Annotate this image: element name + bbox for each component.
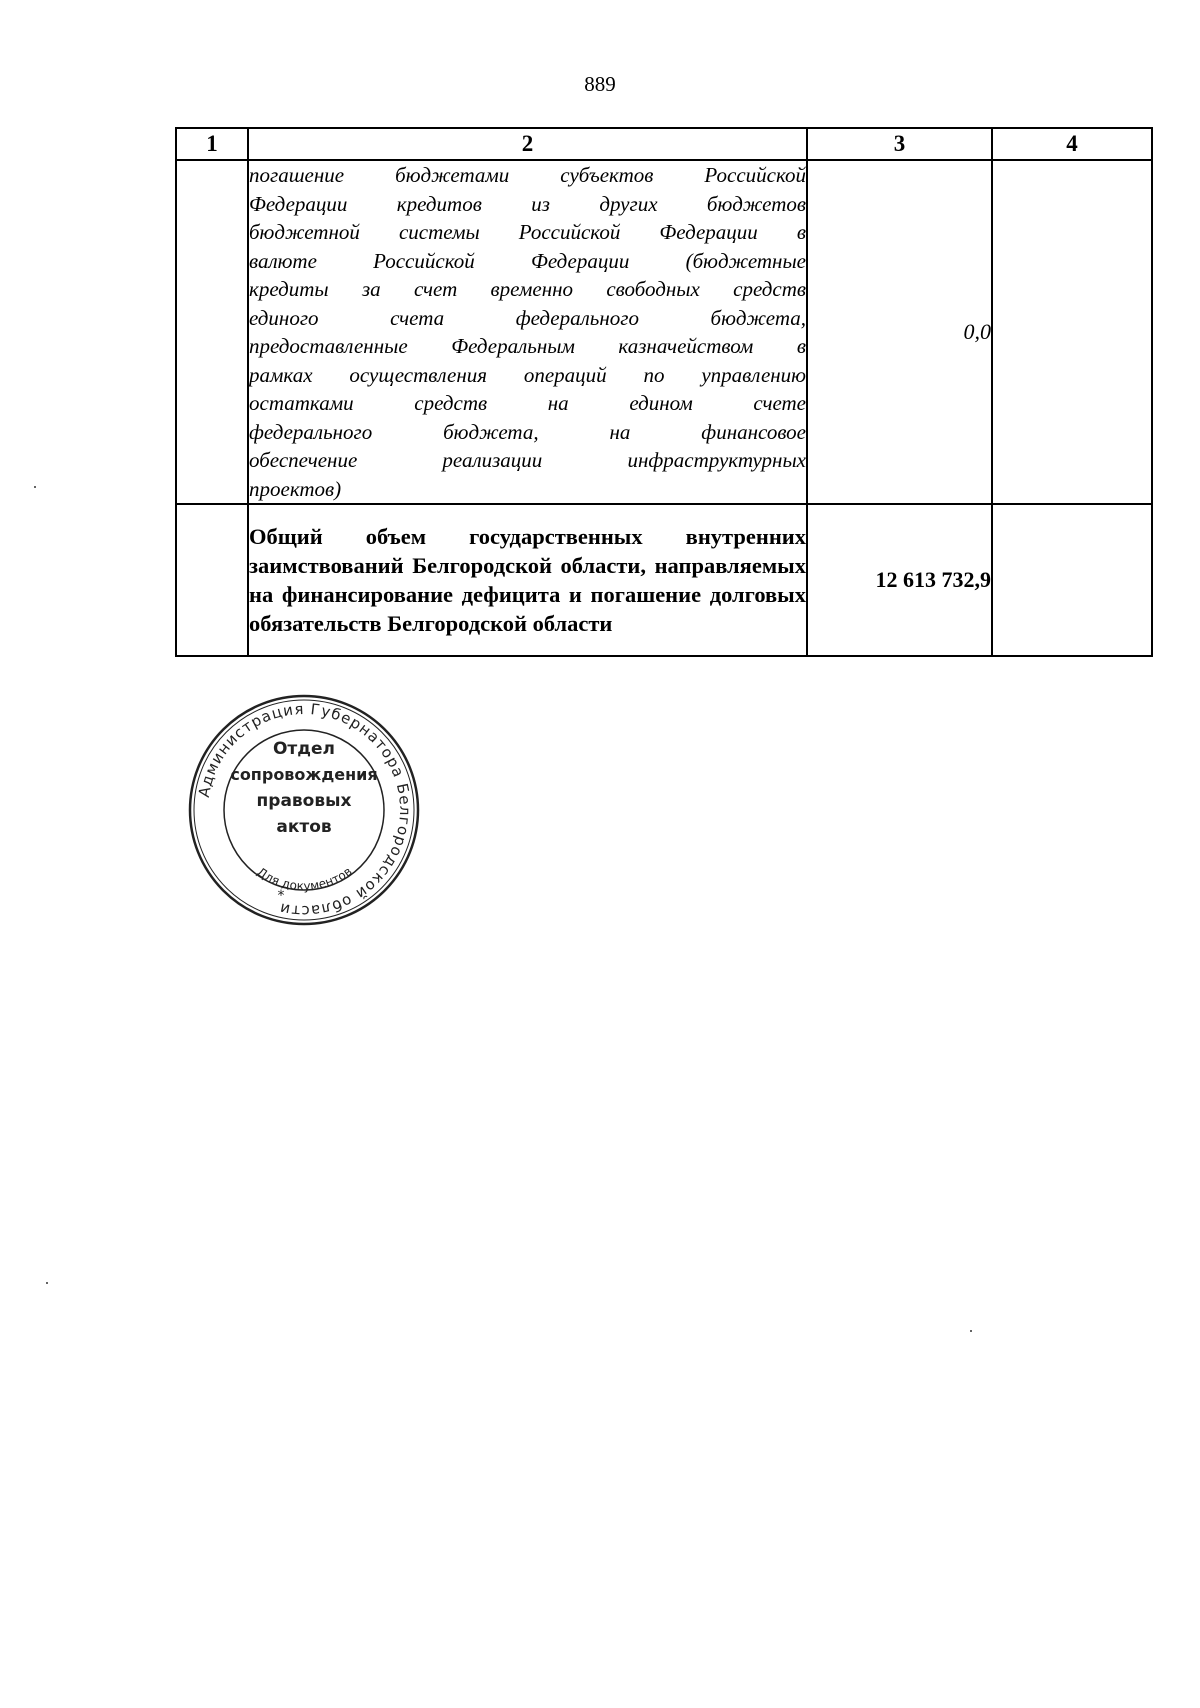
stamp-ring-text: Администрация Губернатора Белгородской области: [194, 699, 415, 921]
stamp-center-line: Отдел: [272, 739, 336, 759]
row1-description-line: обеспечение реализации инфраструктурных: [249, 448, 806, 472]
row1-description-line: рамках осуществления операций по управлению: [249, 362, 806, 387]
table-row: [176, 504, 1152, 656]
row2-description-text: Общий объем государственных внутренних заимствований Белгородской области, направляемых на финансирование дефицита и погашение долговых обязательств Белгородской области: [249, 524, 806, 636]
row1-description-line: бюджетной системы Российской Федерации в: [249, 220, 806, 244]
row1-description-line: федерального бюджета, на финансовое: [249, 419, 806, 444]
stamp-center-line: правовых: [256, 791, 352, 811]
row2-description-cell: [248, 504, 807, 656]
stamp-bottom-text: Для документов: [254, 864, 355, 894]
row1-description-line: погашение бюджетами субъектов Российской: [249, 163, 806, 187]
page-number: 889: [584, 72, 616, 96]
row1-col1-cell: [176, 160, 248, 504]
row1-description-line: кредиты за счет временно свободных средств: [249, 277, 806, 301]
official-stamp: [186, 692, 422, 928]
stamp-star: *: [277, 888, 285, 904]
borrowing-table: [175, 127, 1153, 657]
scan-artifact-dot: [34, 486, 36, 488]
header-col-4: 4: [992, 128, 1152, 160]
row1-description-line: остатками средств на едином счете: [249, 391, 806, 415]
scan-artifact-dot: [46, 1282, 48, 1284]
row2-amount-cell: 12 613 732,9: [807, 504, 992, 656]
row1-description-cell: [248, 160, 807, 504]
header-col-1: 1: [176, 128, 248, 160]
row1-description-line: проектов): [249, 476, 342, 501]
row1-col4-cell: [992, 160, 1152, 504]
header-col-3: 3: [807, 128, 992, 160]
row1-description-line: предоставленные Федеральным казначейством в: [249, 334, 806, 358]
stamp-graphic: [186, 692, 422, 928]
row1-amount-cell: 0,0: [807, 160, 992, 504]
row2-col4-cell: [992, 504, 1152, 656]
row1-description-line: валюте Российской Федерации (бюджетные: [249, 248, 806, 273]
row1-description-line: Федерации кредитов из других бюджетов: [249, 191, 806, 216]
table-header-row: [176, 128, 1152, 160]
table-row: [176, 160, 1152, 504]
row1-description-line: единого счета федерального бюджета,: [249, 305, 806, 330]
header-col-2: 2: [248, 128, 807, 160]
scan-artifact-dot: [970, 1330, 972, 1332]
stamp-center-line: сопровождения: [230, 765, 378, 784]
stamp-center-line: актов: [276, 817, 332, 837]
row2-col1-cell: [176, 504, 248, 656]
